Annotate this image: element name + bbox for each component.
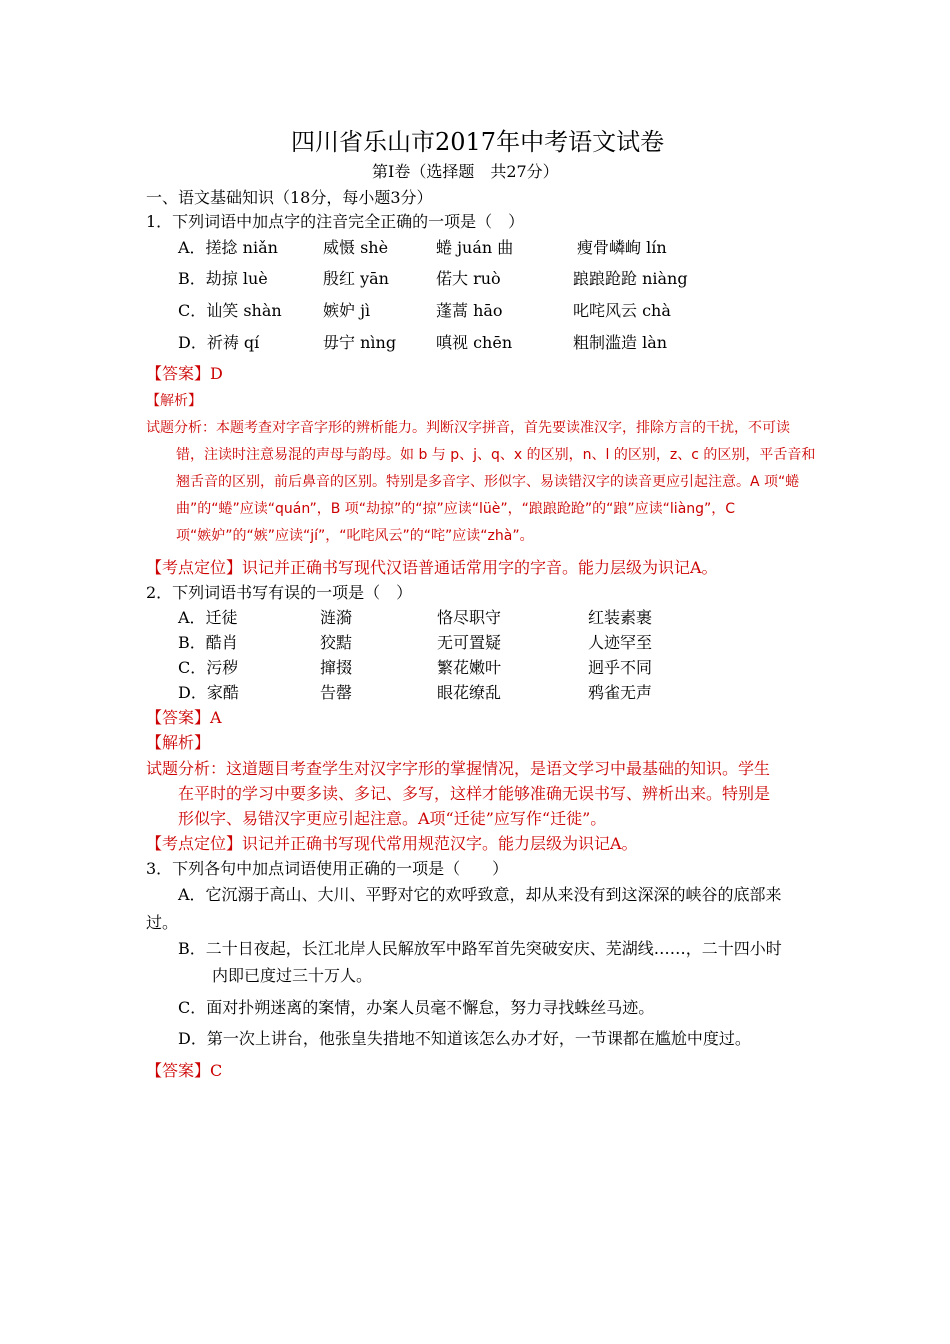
q1-option-b-2: 殷红 yān [323, 269, 389, 288]
q1-analysis-line-4: 曲”的“蜷”应读“quán”，B 项“劫掠”的“掠”应读“lüè”，“踉踉跄跄”的“踉”应读“liàng”，C [176, 501, 736, 517]
q3-option-a-line-1: A．它沉溺于高山、大川、平野对它的欢呼致意，却从来没有到这深深的峡谷的底部来 [178, 885, 782, 904]
q2-analysis-line-3: 形似字、易错汉字更应引起注意。A项“迁徒”应写作“迁徙”。 [178, 809, 607, 828]
q3-option-b-line-2: 内即已度过三十万人。 [212, 966, 373, 985]
q1-option-a-2: 威慑 shè [323, 238, 389, 257]
q1-option-c-4: 叱咤风云 chà [573, 301, 671, 320]
q2-option-a-1: A．迁徒 [178, 608, 238, 627]
q1-option-d-1: D．祈祷 qí [178, 333, 260, 352]
q1-option-d-2: 毋宁 nìng [323, 333, 397, 352]
q1-option-a-4: 瘦骨嶙峋 lín [577, 238, 667, 257]
q1-option-c-3: 蓬蒿 hāo [436, 301, 503, 320]
q1-analysis-line-1: 试题分析：本题考查对字音字形的辨析能力。判断汉字拼音，首先要读准汉字，排除方言的干扰，不可读 [146, 420, 790, 436]
q2-option-d-4: 鸦雀无声 [588, 683, 653, 702]
q1-option-a-1: A．搓捻 niǎn [178, 238, 278, 257]
q2-option-c-4: 迥乎不同 [588, 658, 653, 677]
q2-kaodian: 【考点定位】识记并正确书写现代常用规范汉字。能力层级为识记A。 [146, 834, 638, 853]
q1-kaodian-text: 【考点定位】识记并正确书写现代汉语普通话常用字的字音。能力层级为识记A。 [146, 558, 718, 577]
q2-analysis-line-1: 试题分析：这道题目考查学生对汉字字形的掌握情况，是语文学习中最基础的知识。学生 [146, 759, 771, 778]
q1-option-c-2: 嫉妒 jì [323, 301, 371, 320]
q1-answer: 【答案】D [146, 364, 223, 383]
q2-option-c-3: 繁花嫩叶 [437, 658, 502, 677]
q3-option-a-line-2: 过。 [146, 913, 179, 932]
q3-option-b-line-1: B．二十日夜起，长江北岸人民解放军中路军首先突破安庆、芜湖线……，二十四小时 [178, 939, 782, 958]
q2-option-c-2: 撺掇 [320, 658, 353, 677]
q2-option-a-4: 红装素裹 [588, 608, 653, 627]
q2-analysis-line-2: 在平时的学习中要多读、多记、多写，这样才能够准确无误书写、辨析出来。特别是 [178, 784, 771, 803]
q1-kaodian [146, 555, 718, 578]
q2-option-b-3: 无可置疑 [437, 633, 502, 652]
q2-analysis-heading: 【解析】 [146, 733, 211, 752]
q1-option-b-4: 踉踉跄跄 niàng [573, 269, 688, 288]
q3-option-d: D．第一次上讲台，他张皇失措地不知道该怎么办才好，一节课都在尴尬中度过。 [178, 1029, 751, 1048]
q3-option-c: C．面对扑朔迷离的案情，办案人员毫不懈怠，努力寻找蛛丝马迹。 [178, 998, 655, 1017]
q2-option-c-1: C．污秽 [178, 658, 239, 677]
q1-analysis-heading: 【解析】 [146, 393, 202, 409]
q1-option-d-3: 嗔视 chēn [436, 333, 513, 352]
section-heading: 一、语文基础知识（18分，每小题3分） [146, 188, 433, 207]
page-title: 四川省乐山市2017年中考语文试卷 [291, 128, 665, 156]
q2-answer: 【答案】A [146, 708, 222, 727]
q1-option-d-4: 粗制滥造 làn [573, 333, 668, 352]
q2-option-b-1: B．酷肖 [178, 633, 238, 652]
page-subtitle: 第Ⅰ卷（选择题 共27分） [372, 162, 559, 181]
q2-option-d-1: D．家酷 [178, 683, 239, 702]
q2-option-a-3: 恪尽职守 [437, 608, 502, 627]
q1-option-b-3: 偌大 ruò [436, 269, 501, 288]
q3-stem: 3．下列各句中加点词语使用正确的一项是（ ） [146, 859, 509, 878]
q2-option-d-2: 告罄 [320, 683, 353, 702]
q1-analysis-line-2: 错，注读时注意易混的声母与韵母。如 b 与 p、j、q、x 的区别，n、l 的区别，z、c 的区别，平舌音和 [176, 447, 816, 463]
q3-answer: 【答案】C [146, 1061, 223, 1080]
q2-option-b-4: 人迹罕至 [588, 633, 653, 652]
q2-option-d-3: 眼花缭乱 [437, 683, 502, 702]
q1-option-a-3: 蜷 juán 曲 [436, 238, 514, 257]
q1-option-c-1: C．讪笑 shàn [178, 301, 282, 320]
q1-analysis-line-5: 项“嫉妒”的“嫉”应读“jí”，“叱咤风云”的“咤”应读“zhà”。 [176, 528, 534, 544]
q2-option-a-2: 涟漪 [320, 608, 353, 627]
q2-option-b-2: 狡黠 [320, 633, 353, 652]
q1-analysis-line-3: 翘舌音的区别，前后鼻音的区别。特别是多音字、形似字、易读错汉字的读音更应引起注意。A 项“蜷 [176, 474, 800, 490]
q1-stem: 1．下列词语中加点字的注音完全正确的一项是（ ） [146, 212, 525, 231]
q2-stem: 2．下列词语书写有误的一项是（ ） [146, 583, 413, 602]
q1-option-b-1: B．劫掠 luè [178, 269, 268, 288]
